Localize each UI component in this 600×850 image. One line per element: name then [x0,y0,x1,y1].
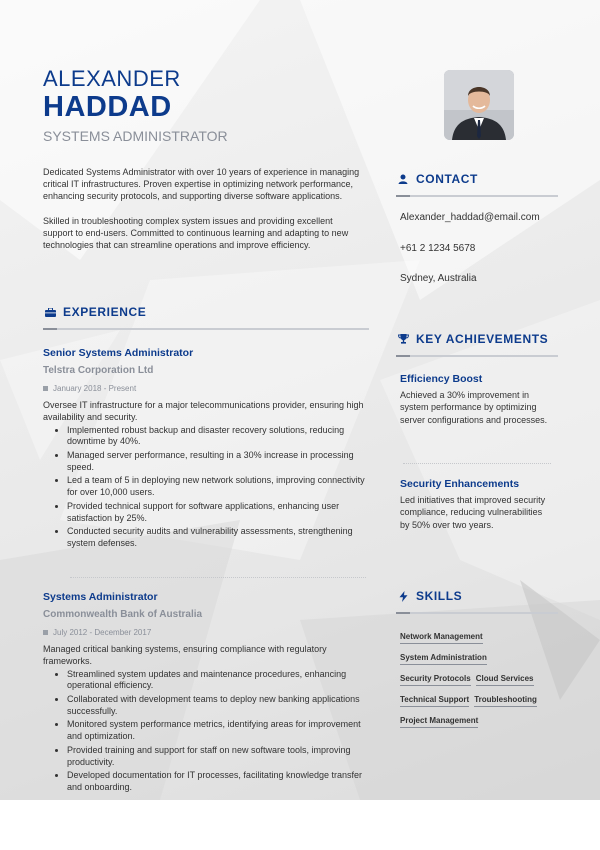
contact-rule [396,195,558,197]
contact-location: Sydney, Australia [400,273,477,284]
job-entry [43,347,368,552]
contact-phone: +61 2 1234 5678 [400,243,476,254]
list-item: • Managed server performance, resulting in a 30% increase in processing speed. [67,450,368,474]
list-item: • Developed documentation for IT processes, facilitating knowledge transfer and onboarding. [67,770,368,794]
job-description: Managed critical banking systems, ensuring compliance with regulatory frameworks. [43,644,327,666]
job-dates-text: July 2012 - December 2017 [53,628,152,637]
experience-rule [43,328,369,330]
calendar-icon [43,386,48,391]
job-description: Oversee IT infrastructure for a major telecommunications provider, ensuring high availability and security. [43,400,364,422]
briefcase-icon [43,308,57,317]
job-dates [43,628,368,637]
job-company: Commonwealth Bank of Australia [43,609,203,620]
achievement-text: Led initiatives that improved security compliance, reducing vulnerabilities by 50% over two years. [400,495,546,530]
skills-heading [396,589,462,603]
list-item: • Provided training and support for staff on new software tools, improving productivity. [67,745,368,769]
list-item: • Streamlined system updates and maintenance procedures, enhancing operational efficiency. [67,669,368,693]
calendar-icon [43,630,48,635]
achievement-item [400,478,550,531]
skill-tag: Cloud Services [476,674,534,686]
experience-heading [43,305,146,319]
skill-tag: Network Management [400,632,483,644]
job-divider [70,577,366,578]
achievement-title: Efficiency Boost [400,373,483,385]
achievements-rule [396,355,558,357]
skills-heading-label: SKILLS [416,589,463,603]
job-company: Telstra Corporation Ltd [43,365,154,376]
achievement-item [400,373,550,426]
list-item: • Collaborated with development teams to deploy new banking applications successfully. [67,694,368,718]
last-name: HADDAD [43,91,172,123]
list-item: • Conducted security audits and vulnerability assessments, strengthening system defenses. [67,526,368,550]
profile-photo [444,70,514,140]
achievement-title: Security Enhancements [400,478,520,490]
summary [43,166,363,263]
job-bullets [43,425,368,550]
skill-tag: Technical Support [400,695,469,707]
experience-heading-label: EXPERIENCE [63,305,147,319]
job-dates [43,384,368,393]
list-item: • Provided technical support for software applications, enhancing user satisfaction by 25%. [67,501,368,525]
skills-list [400,632,560,737]
achievements-heading [396,332,548,346]
skill-tag: System Administration [400,653,487,665]
list-item: • Implemented robust backup and disaster recovery solutions, reducing downtime by 40%. [67,425,368,449]
job-entry [43,591,368,796]
list-item: • Led a team of 5 in deploying new network solutions, improving connectivity for over 10,000 users. [67,475,368,499]
skill-tag: Project Management [400,716,478,728]
achievement-divider [403,463,551,464]
contact-email[interactable]: Alexander_haddad@email.com [400,212,540,223]
job-role: Systems Administrator [43,591,158,603]
job-bullets [43,669,368,794]
job-title: SYSTEMS ADMINISTRATOR [43,128,228,144]
trophy-icon [396,334,410,344]
user-icon [396,174,410,184]
list-item: • Monitored system performance metrics, identifying areas for improvement and optimization. [67,719,368,743]
achievement-text: Achieved a 30% improvement in system performance by optimizing server configurations and processes. [400,390,548,425]
job-dates-text: January 2018 - Present [53,384,137,393]
skill-tag: Security Protocols [400,674,471,686]
job-role: Senior Systems Administrator [43,347,194,359]
skills-rule [396,612,558,614]
skill-tag: Troubleshooting [474,695,537,707]
contact-heading [396,172,478,186]
achievements-heading-label: KEY ACHIEVEMENTS [416,332,549,346]
first-name: ALEXANDER [43,66,181,91]
lightning-icon [396,591,410,602]
contact-heading-label: CONTACT [416,172,478,186]
summary-paragraph: Skilled in troubleshooting complex system issues and providing excellent support to end-users. Committed to continuous learning and adapting to new technologies that can streamline operations and improve efficiency. [43,215,349,251]
summary-paragraph: Dedicated Systems Administrator with over 10 years of experience in managing critical IT infrastructures. Proven expertise in optimizing network performance, enhancing security protocols, and supporting diverse software applications. [43,167,360,202]
